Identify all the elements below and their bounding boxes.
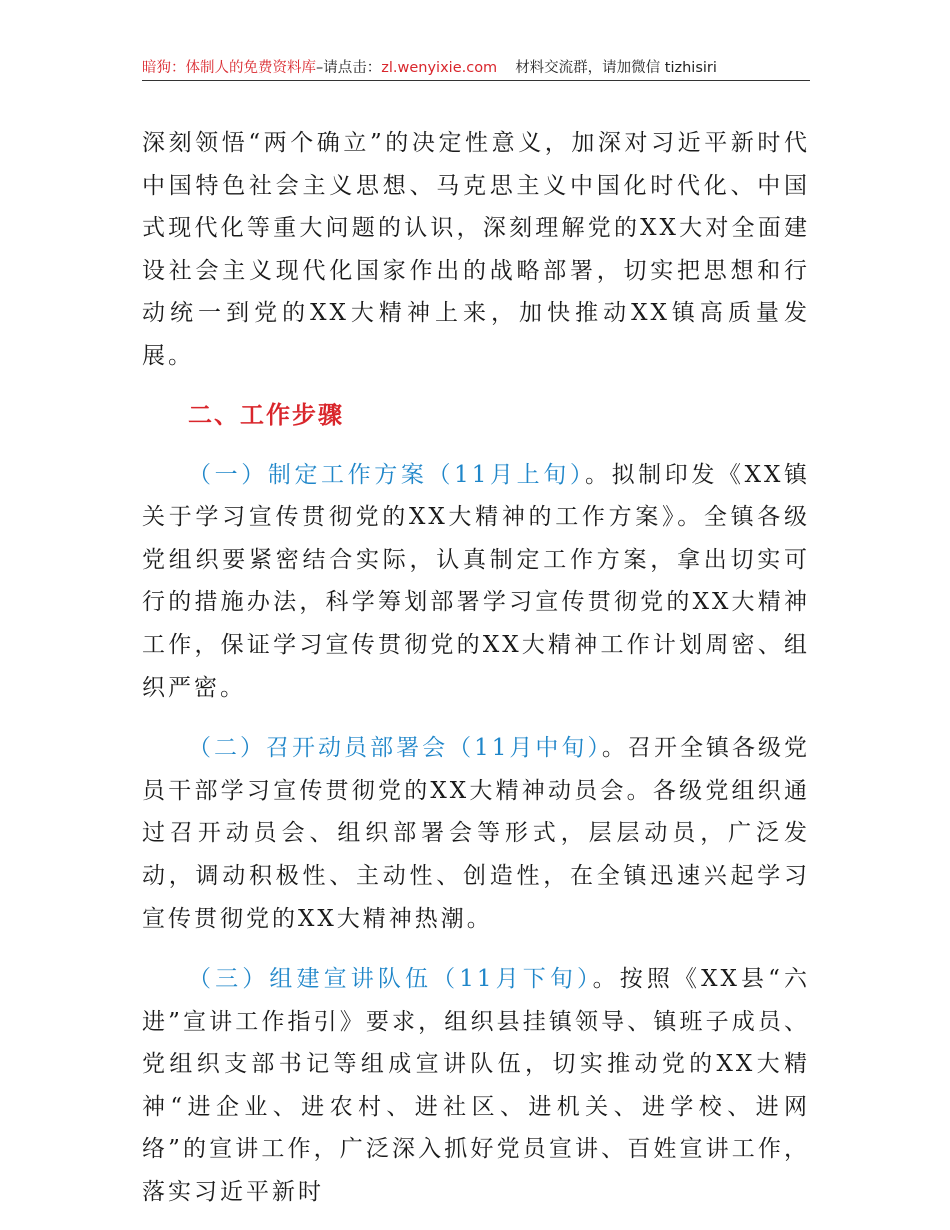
header-brand: 暗狗：体制人的免费资料库 <box>142 60 316 76</box>
section-heading: 二、工作步骤 <box>188 400 344 429</box>
step-title-3: （三）组建宣讲队伍（11月下旬） <box>188 966 593 993</box>
header-contact: 材料交流群，请加微信 tizhisiri <box>515 60 717 76</box>
step-body-1: 。拟制印发《XX镇关于学习宣传贯彻党的XX大精神的工作方案》。全镇各级党组织要紧密结合实际，认真制定工作方案，拿出切实可行的措施办法，科学筹划部署学习宣传贯彻党的XX大精神工作，保证学习宣传贯彻党的XX大精神工作计划周密、组织严密。 <box>142 461 810 701</box>
step-title-1: （一）制定工作方案（11月上旬） <box>188 461 585 488</box>
step-title-2: （二）召开动员部署会（11月中旬） <box>188 735 602 762</box>
page-header <box>142 58 810 81</box>
header-click-prefix: –请点击： <box>316 60 382 76</box>
step-body-3: 。按照《XX县“六进”宣讲工作指引》要求，组织县挂镇领导、镇班子成员、党组织支部书记等组成宣讲队伍，切实推动党的XX大精神“进企业、进农村、进社区、进机关、进学校、进网络”的宣讲工作，广泛深入抓好党员宣讲、百姓宣讲工作，落实习近平新时 <box>142 966 810 1206</box>
header-url-link[interactable]: zl.wenyixie.com <box>381 60 498 76</box>
step-paragraph-3 <box>142 958 810 1214</box>
step-paragraph-2 <box>142 727 810 940</box>
step-body-2: 。召开全镇各级党员干部学习宣传贯彻党的XX大精神动员会。各级党组织通过召开动员会、组织部署会等形式，层层动员，广泛发动，调动积极性、主动性、创造性，在全镇迅速兴起学习宣传贯彻党的XX大精神热潮。 <box>142 735 810 932</box>
document-body <box>142 122 810 1214</box>
paragraph-intro: 深刻领悟“两个确立”的决定性意义，加深对习近平新时代中国特色社会主义思想、马克思主义中国化时代化、中国式现代化等重大问题的认识，深刻理解党的XX大对全面建设社会主义现代化国家作出的战略部署，切实把思想和行动统一到党的XX大精神上来，加快推动XX镇高质量发展。 <box>142 130 810 369</box>
step-paragraph-1 <box>142 454 810 710</box>
